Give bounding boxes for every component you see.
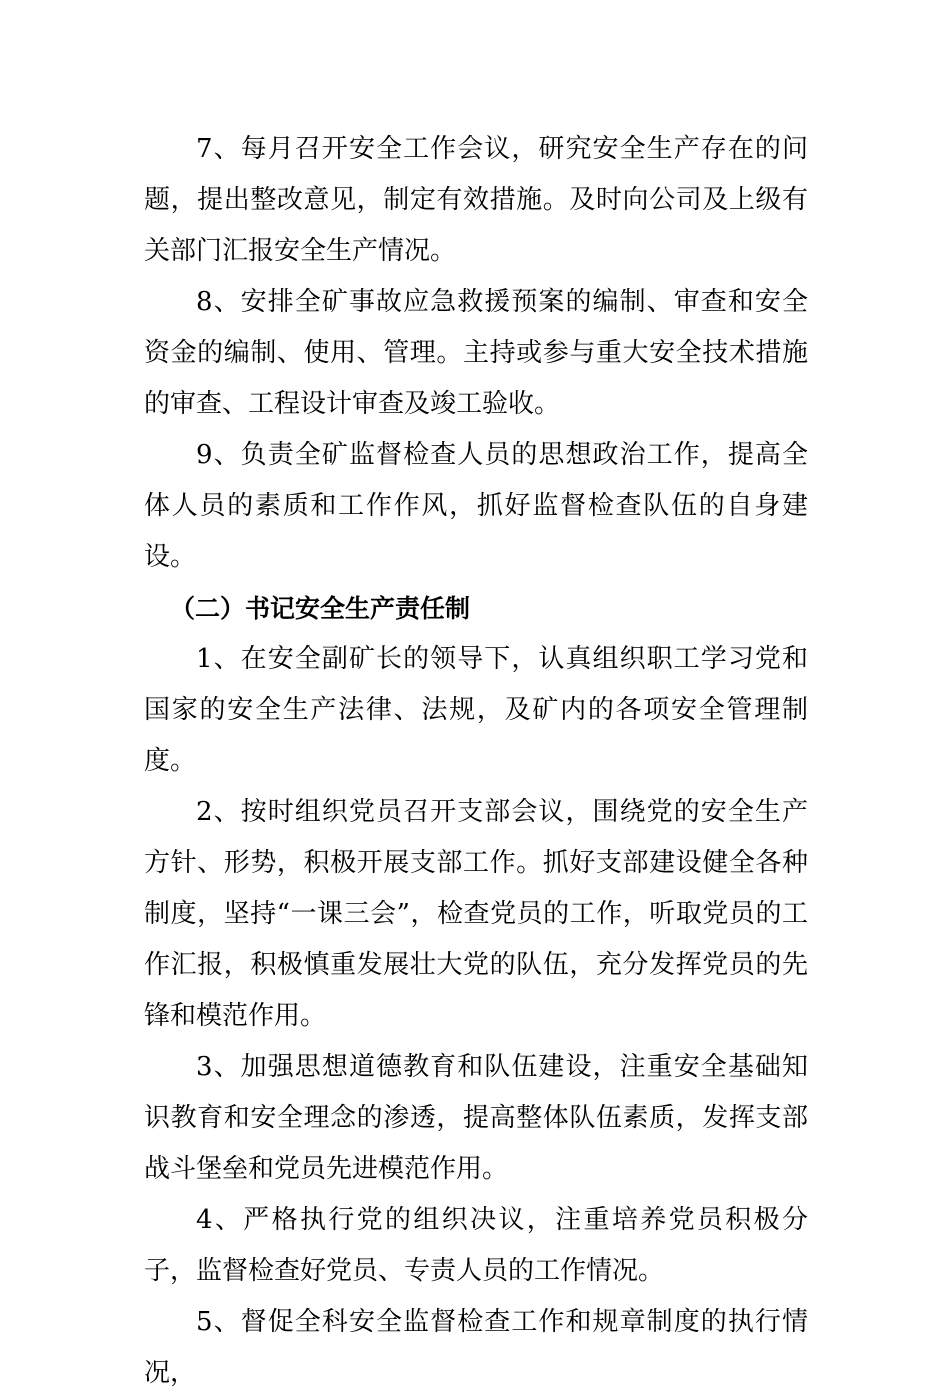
paragraph-item-7: 7、每月召开安全工作会议，研究安全生产存在的问题，提出整改意见，制定有效措施。及时向公司及上级有关部门汇报安全生产情况。 xyxy=(144,134,808,266)
paragraph-item-9: 9、负责全矿监督检查人员的思想政治工作，提高全体人员的素质和工作作风，抓好监督检查队伍的自身建设。 xyxy=(144,440,808,572)
document-body xyxy=(144,124,808,1399)
section-item-2: 2、按时组织党员召开支部会议，围绕党的安全生产方针、形势，积极开展支部工作。抓好支部建设健全各种制度，坚持“一课三会”，检查党员的工作，听取党员的工作汇报，积极慎重发展壮大党的队伍，充分发挥党员的先锋和模范作用。 xyxy=(144,797,808,1031)
section-item-1: 1、在安全副矿长的领导下，认真组织职工学习党和国家的安全生产法律、法规，及矿内的各项安全管理制度。 xyxy=(144,644,808,776)
section-heading: （二）书记安全生产责任制 xyxy=(170,594,471,623)
section-item-3: 3、加强思想道德教育和队伍建设，注重安全基础知识教育和安全理念的渗透，提高整体队伍素质，发挥支部战斗堡垒和党员先进模范作用。 xyxy=(144,1052,808,1184)
section-item-5: 5、督促全科安全监督检查工作和规章制度的执行情况， xyxy=(144,1307,808,1388)
section-item-4: 4、严格执行党的组织决议，注重培养党员积极分子，监督检查好党员、专责人员的工作情况。 xyxy=(144,1205,808,1286)
paragraph-item-8: 8、安排全矿事故应急救援预案的编制、审查和安全资金的编制、使用、管理。主持或参与重大安全技术措施的审查、工程设计审查及竣工验收。 xyxy=(144,287,808,419)
